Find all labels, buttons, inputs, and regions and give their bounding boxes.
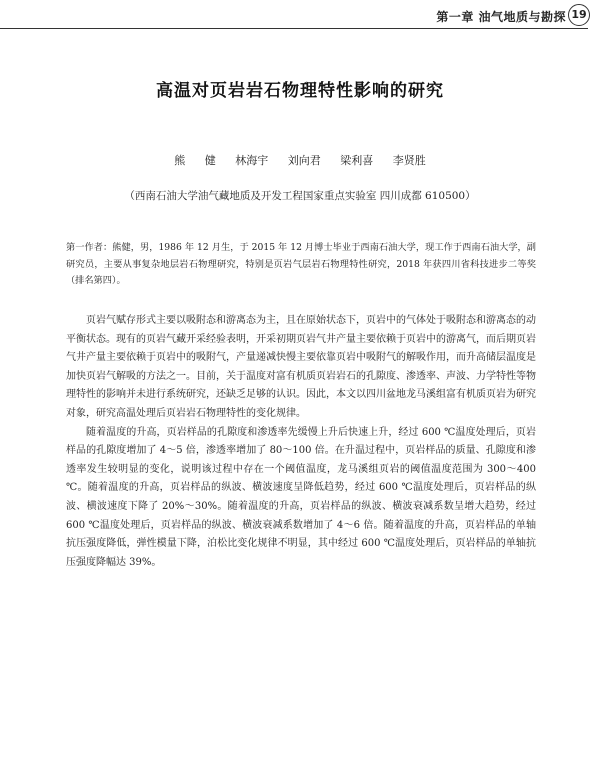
page-number: 19 [568,4,590,26]
body-paragraph: 页岩气赋存形式主要以吸附态和游离态为主，且在原始状态下，页岩中的气体处于吸附态和游离态的动平衡状态。现有的页岩气藏开采经验表明，开采初期页岩气井产量主要依赖于页岩中的游离气，而后期页岩气井产量主要依赖于页岩中的吸附气，产量递减快慢主要依靠页岩中吸附气的解吸作用，而升高储层温度是加快页岩气解吸的方法之一。目前，关于温度对富有机质页岩岩石的孔隙度、渗透率、声波、力学特性等物理特性的影响并未进行系统研究，还缺乏足够的认识。因此，本文以四川盆地龙马溪组富有机质页岩为研究对象，研究高温处理后页岩岩石物理特性的变化规律。 [66,315,536,419]
header-rule [0,28,588,29]
article-title: 高温对页岩岩石物理特性影响的研究 [156,81,444,101]
first-author-bio: 第一作者：熊健，男，1986 年 12 月生，于 2015 年 12 月博士毕业于西南石油大学，现工作于西南石油大学，副研究员，主要从事复杂地层岩石物理研究，特别是页岩气层岩石物理特性研究，2018 年获四川省科技进步二等奖（排名第四）。 [66,242,536,286]
body-text [66,312,536,572]
author-list: 熊 健 林海宇 刘向君 梁利喜 李贤胜 [174,154,426,167]
body-paragraph: 随着温度的升高，页岩样品的孔隙度和渗透率先缓慢上升后快速上升，经过 600 ℃温度处理后，页岩样品的孔隙度增加了 4～5 倍，渗透率增加了 80～100 倍。在升温过程中，页岩样品的质量、孔隙度和渗透率发生较明显的变化，说明该过程中存在一个阈值温度，龙马溪组页岩的阈值温度范围为 300～400 ℃。随着温度的升高，页岩样品的纵波、横波速度呈降低趋势，经过 600 ℃温度处理后，页岩样品的纵波、横波速度下降了 20%～30%。随着温度的升高，页岩样品的纵波、横波衰减系数呈增大趋势，经过 600 ℃温度处理后，页岩样品的纵波、横波衰减系数增加了 4～6 倍。随着温度的升高，页岩样品的单轴抗压强度降低，弹性模量下降，泊松比变化规律不明显，其中经过 600 ℃温度处理后，页岩样品的单轴抗压强度降幅达 39%。 [66,426,536,568]
running-header: 第一章 油气地质与勘探 [436,10,566,24]
affiliation: （西南石油大学油气藏地质及开发工程国家重点实验室 四川成都 610500） [124,190,476,202]
